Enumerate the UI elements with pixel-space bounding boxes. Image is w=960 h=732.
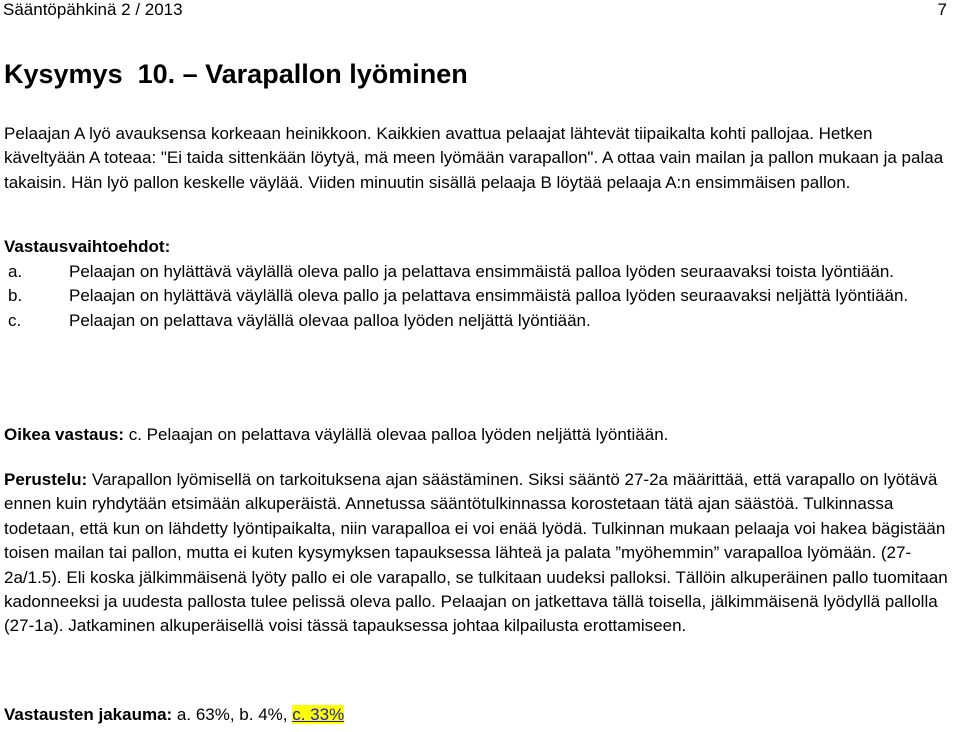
answer-distribution	[4, 703, 344, 727]
option-text: Pelaajan on pelattava väylällä olevaa palloa lyöden neljättä lyöntiään.	[69, 310, 591, 330]
distribution-c-highlight: c. 33%	[292, 705, 345, 724]
correct-answer	[4, 423, 668, 447]
correct-answer-label: Oikea vastaus:	[4, 425, 125, 444]
rationale-label: Perustelu:	[4, 470, 88, 489]
options-heading: Vastausvaihtoehdot:	[4, 237, 171, 256]
rationale-text: Varapallon lyömisellä on tarkoituksena ajan säästäminen. Siksi sääntö 27-2a määrittää, että varapallo on lyötävä ennen kuin ryhdytään etsimään alkuperäistä. Annetussa sääntötulkinnassa korostetaan tätä ajan säästöä. Tulkinnassa todetaan, että kun on lähdetty lyöntipaikalta, niin varapalloa ei voi enää lyödä. Tulkinnan mukaan pelaaja voi hakea bägistään toisen mailan tai pallon, mutta ei kuten kysymyksen tapauksessa lähteä ja palata ”myöhemmin” varapalloa lyömään. (27-2a/1.5). Eli koska jälkimmäisenä lyöty pallo ei ole varapallo, se tulkitaan uudeksi palloksi. Tällöin alkuperäinen pallo tuomitaan kadonneeksi ja uudesta pallosta tulee pelissä oleva pallo. Pelaajan on jatkettava tällä toisella, jälkimmäisenä lyödyllä pallolla (27-1a). Jatkaminen alkuperäisellä voisi tässä tapauksessa johtaa kilpailusta erottamiseen.	[4, 470, 948, 636]
option-letter: c.	[8, 310, 22, 330]
option-c	[0, 309, 950, 333]
option-b	[0, 284, 950, 308]
page-header	[3, 0, 947, 20]
option-letter: b.	[8, 286, 23, 306]
option-a	[0, 260, 950, 284]
answer-options	[0, 260, 950, 333]
page-number: 7	[937, 0, 947, 19]
option-letter: a.	[8, 262, 23, 281]
distribution-label: Vastausten jakauma:	[4, 705, 173, 724]
question-text: Pelaajan A lyö avauksensa korkeaan heinikkoon. Kaikkien avattua pelaajat lähtevät tiipaikalta kohti pallojaa. Hetken käveltyään A toteaa: "Ei taida sittenkään löytyä, mä meen lyömään varapallon". A ottaa vain mailan ja pallon mukaan ja palaa takaisin. Hän lyö pallon keskelle väylää. Viiden minuutin sisällä pelaaja B löytää pelaaja A:n ensimmäisen pallon.	[4, 124, 944, 192]
option-text: Pelaajan on hylättävä väylällä oleva pallo ja pelattava ensimmäistä palloa lyöden seuraavaksi neljättä lyöntiään.	[69, 286, 909, 306]
distribution-a: a. 63%,	[172, 705, 235, 724]
correct-answer-text: c. Pelaajan on pelattava väylällä olevaa palloa lyöden neljättä lyöntiään.	[124, 425, 669, 444]
rationale	[4, 468, 948, 639]
option-text: Pelaajan on hylättävä väylällä oleva pallo ja pelattava ensimmäistä palloa lyöden seuraavaksi toista lyöntiään.	[69, 262, 894, 281]
publication-title: Sääntöpähkinä 2 / 2013	[3, 0, 183, 19]
question-title: Kysymys 10. – Varapallon lyöminen	[4, 59, 468, 89]
distribution-b: b. 4%,	[234, 705, 288, 724]
